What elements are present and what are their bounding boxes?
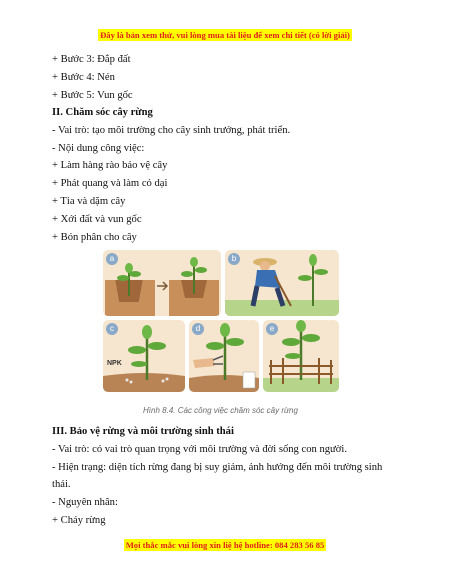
panel-b-weeding (225, 250, 339, 316)
preview-banner (0, 25, 450, 43)
care-task-thinning: + Tỉa và dặm cây (52, 196, 126, 207)
panel-a-planting (103, 250, 221, 316)
section-iii-heading: III. Bảo vệ rừng và môi trường sinh thái (52, 426, 234, 437)
figure-8-4 (100, 249, 341, 419)
panel-c-fertilizing (103, 320, 185, 392)
protect-status-line: - Hiện trạng: diện tích rừng đang bị suy giảm, ảnh hưởng đến môi trường sinh (52, 462, 383, 473)
panel-e-fencing (263, 320, 339, 392)
step-5-line: + Bước 5: Vun gốc (52, 90, 133, 101)
care-role-line: - Vai trò: tạo môi trường cho cây sinh trưởng, phát triển. (52, 125, 291, 136)
npk-label: NPK (107, 360, 122, 367)
panel-b-label: b (228, 253, 240, 265)
panel-e-label: e (266, 323, 278, 335)
planting-illustration (103, 250, 221, 316)
panel-d-label: d (192, 323, 204, 335)
panel-a-label: a (106, 253, 118, 265)
hotline-banner (0, 535, 450, 553)
section-ii-heading: II. Chăm sóc cây rừng (52, 107, 153, 118)
care-task-tilling: + Xới đất và vun gốc (52, 214, 142, 225)
care-tasks-line: - Nội dung công việc: (52, 143, 145, 154)
panel-d-pruning (189, 320, 259, 392)
weeding-illustration (225, 250, 339, 316)
care-task-fence: + Làm hàng rào bảo vệ cây (52, 160, 168, 171)
protect-role-line: - Vai trò: có vai trò quan trọng với môi trường và đời sống con người. (52, 444, 347, 455)
care-task-fertilizing: + Bón phân cho cây (52, 232, 137, 243)
panel-c-label: c (106, 323, 118, 335)
step-4-line: + Bước 4: Nén (52, 72, 115, 83)
hotline-banner-text: Mọi thắc mắc vui lòng xin liệ hệ hotline: 084 283 56 85 (125, 540, 325, 550)
care-task-weeding: + Phát quang và làm cỏ dại (52, 178, 168, 189)
step-3-line: + Bước 3: Đắp đất (52, 54, 131, 65)
protect-causes-line: - Nguyên nhân: (52, 497, 118, 508)
protect-status-line-cont: thái. (52, 479, 71, 490)
figure-caption: Hình 8.4. Các công việc chăm sóc cây rừng (143, 406, 298, 415)
preview-banner-text: Đây là bản xem thử, vui lòng mua tài liệu để xem chi tiết (có lời giải) (100, 30, 350, 40)
cause-forest-fire: + Cháy rừng (52, 515, 106, 526)
